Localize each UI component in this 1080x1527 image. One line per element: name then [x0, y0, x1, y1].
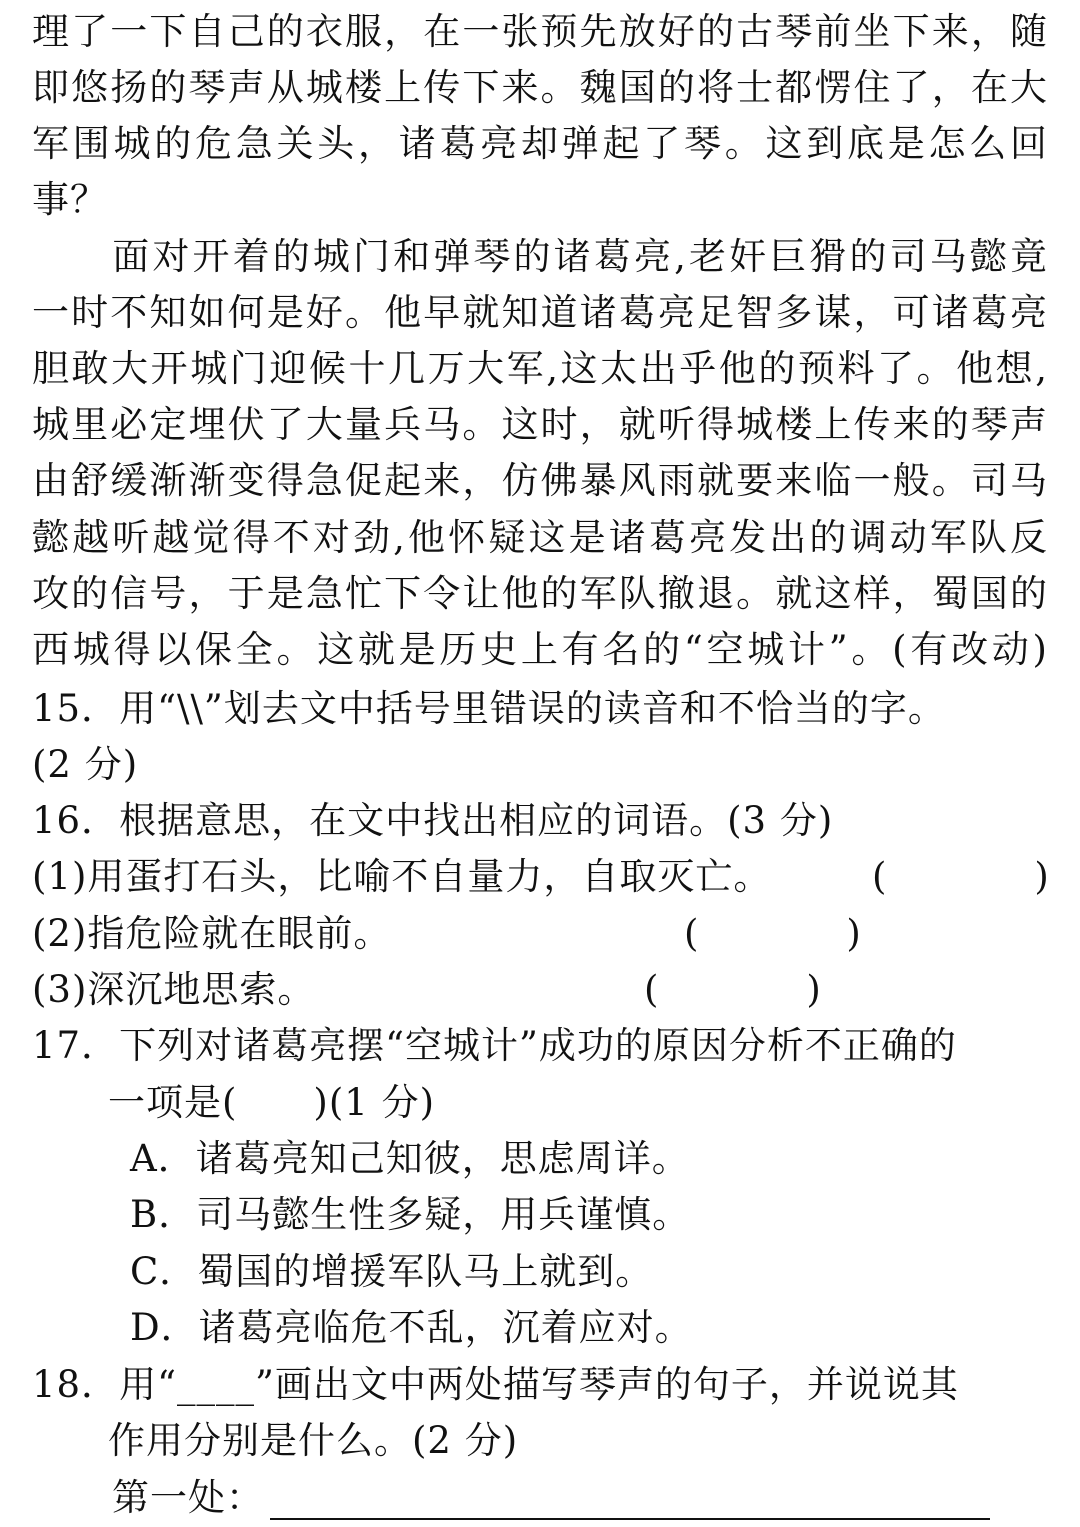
passage-line-5: 面对开着的城门和弹琴的诸葛亮,老奸巨猾的司马懿竟 — [32, 235, 1048, 278]
question-16-item-2: (2)指危险就在眼前。 — [32, 912, 392, 955]
question-18-first-label: 第一处： — [112, 1476, 264, 1519]
passage-line-10: 懿越听越觉得不对劲,他怀疑这是诸葛亮发出的调动军队反 — [32, 516, 1048, 559]
passage-line-6: 一时不知如何是好。他早就知道诸葛亮足智多谋，可诸葛亮 — [32, 291, 1048, 334]
question-15-line-2: (2 分) — [32, 743, 139, 786]
question-18-line-1: 18．用“____”画出文中两处描写琴声的句子，并说说其 — [32, 1363, 959, 1406]
passage-line-4: 事？ — [32, 178, 108, 221]
question-17-line-1: 17．下列对诸葛亮摆“空城计”成功的原因分析不正确的 — [32, 1024, 957, 1067]
question-17-option-a: A．诸葛亮知己知彼，思虑周详。 — [130, 1137, 690, 1180]
question-16-item-1: (1)用蛋打石头，比喻不自量力，自取灭亡。 — [32, 855, 772, 898]
question-16-answer-blank-3: ( ) — [644, 968, 821, 1011]
passage-line-3: 军围城的危急关头，诸葛亮却弹起了琴。这到底是怎么回 — [32, 122, 1048, 165]
passage-line-12: 西城得以保全。这就是历史上有名的“空城计”。(有改动) — [32, 628, 1048, 671]
question-18-line-2: 作用分别是什么。(2 分) — [32, 1419, 519, 1462]
passage-line-1: 理了一下自己的衣服，在一张预先放好的古琴前坐下来，随 — [32, 10, 1048, 53]
question-16-stem: 16．根据意思，在文中找出相应的词语。(3 分) — [32, 799, 834, 842]
question-17-option-b: B．司马懿生性多疑，用兵谨慎。 — [130, 1193, 691, 1236]
passage-line-9: 由舒缓渐渐变得急促起来，仿佛暴风雨就要来临一般。司马 — [32, 459, 1048, 502]
passage-line-7: 胆敢大开城门迎候十几万大军,这太出乎他的预料了。他想, — [32, 347, 1048, 390]
question-17-option-d: D．诸葛亮临危不乱，沉着应对。 — [130, 1306, 693, 1349]
passage-line-8: 城里必定埋伏了大量兵马。这时，就听得城楼上传来的琴声 — [32, 403, 1048, 446]
passage-line-11: 攻的信号，于是急忙下令让他的军队撤退。就这样，蜀国的 — [32, 572, 1048, 615]
question-17-line-2: 一项是( )(1 分) — [32, 1081, 436, 1124]
question-16-answer-blank-1: ( ) — [872, 855, 1049, 898]
question-16-item-3: (3)深沉地思索。 — [32, 968, 316, 1011]
passage-line-2: 即悠扬的琴声从城楼上传下来。魏国的将士都愣住了，在大 — [32, 66, 1048, 109]
question-16-answer-blank-2: ( ) — [684, 912, 861, 955]
question-17-option-c: C．蜀国的增援军队马上就到。 — [130, 1250, 654, 1293]
question-15-line-1: 15．用“\\”划去文中括号里错误的读音和不恰当的字。 — [32, 687, 946, 730]
question-18-answer-line — [270, 1518, 990, 1520]
